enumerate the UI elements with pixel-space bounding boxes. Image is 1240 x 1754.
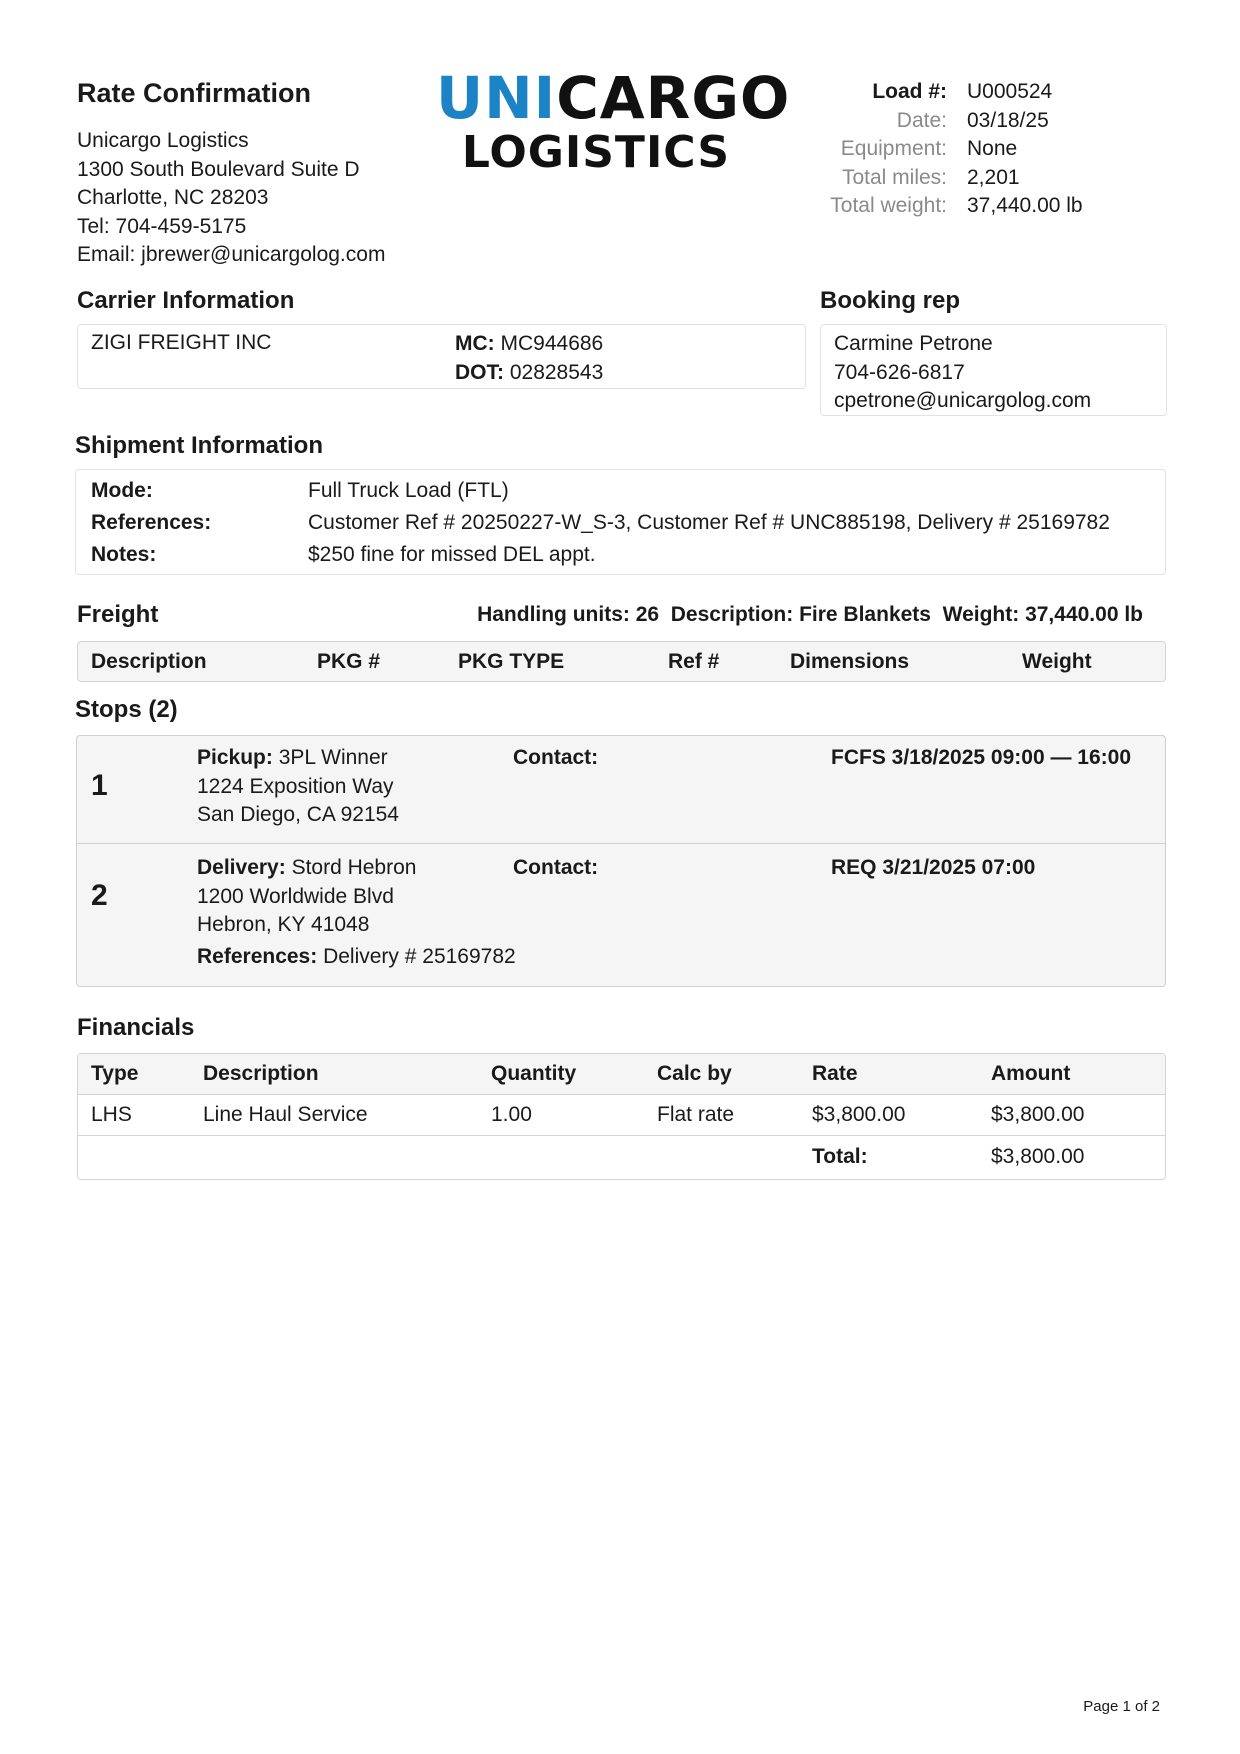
company-logo [436, 64, 791, 178]
freight-col-dimensions: Dimensions [790, 650, 910, 673]
meta-label: Date: [896, 108, 947, 132]
freight-heading: Freight [77, 601, 159, 628]
meta-row-date [800, 107, 1083, 136]
meta-value: U000524 [967, 80, 1053, 104]
stop-2-location [197, 854, 516, 971]
table-row [78, 1095, 1165, 1136]
meta-value: 2,201 [967, 165, 1020, 189]
stop-address-line2: San Diego, CA 92154 [197, 803, 399, 826]
fin-cell-quantity: 1.00 [491, 1103, 532, 1126]
stop-name: Stord Hebron [291, 856, 417, 879]
kv-key: Mode: [91, 479, 153, 502]
meta-row-weight [800, 192, 1083, 221]
financials-total-label: Total: [812, 1145, 868, 1168]
company-address-line2: Charlotte, NC 28203 [77, 186, 269, 209]
meta-label: Total weight: [830, 194, 947, 218]
dot-label: DOT: [455, 360, 504, 384]
kv-key: References: [91, 511, 212, 534]
fin-col-quantity: Quantity [491, 1062, 577, 1085]
company-tel: Tel: 704-459-5175 [77, 214, 247, 238]
freight-col-pkg-num: PKG # [317, 650, 381, 673]
booking-rep-box [820, 324, 1167, 416]
shipment-row-notes [91, 539, 1110, 571]
carrier-heading: Carrier Information [77, 287, 295, 314]
stop-name: 3PL Winner [278, 746, 388, 769]
freight-col-weight: Weight [1022, 650, 1092, 673]
booking-rep-heading: Booking rep [820, 287, 961, 314]
meta-value: 37,440.00 lb [967, 194, 1083, 218]
stops-heading: Stops (2) [75, 696, 178, 723]
company-block [77, 127, 385, 270]
kv-value: $250 fine for missed DEL appt. [308, 543, 596, 566]
shipment-row-mode [91, 475, 1110, 507]
freight-summary: Handling units: 26 Description: Fire Blankets Weight: 37,440.00 lb [477, 603, 1143, 626]
shipment-row-references [91, 507, 1110, 539]
stop-type-label: Delivery: [197, 856, 286, 879]
carrier-ids [455, 330, 603, 387]
fin-col-amount: Amount [991, 1062, 1071, 1085]
freight-table-header [77, 641, 1166, 682]
stop-address-line1: 1224 Exposition Way [197, 774, 394, 798]
financials-header-row [78, 1054, 1165, 1095]
rep-phone: 704-626-6817 [834, 360, 965, 384]
page-title: Rate Confirmation [77, 78, 312, 108]
dot-value: 02828543 [509, 360, 604, 384]
page-number: Page 1 of 2 [1083, 1698, 1160, 1715]
meta-value: None [967, 137, 1018, 161]
meta-row-load [800, 78, 1083, 107]
company-name: Unicargo Logistics [77, 129, 249, 152]
freight-col-pkg-type: PKG TYPE [458, 650, 565, 673]
fin-cell-description: Line Haul Service [203, 1103, 368, 1126]
fin-cell-rate: $3,800.00 [812, 1103, 906, 1126]
stop-references-label: References: [197, 944, 318, 968]
company-email: Email: jbrewer@unicargolog.com [77, 243, 386, 266]
stop-divider [77, 843, 1165, 844]
stops-list [76, 735, 1166, 987]
stop-type-label: Pickup: [197, 746, 273, 769]
mc-label: MC: [455, 332, 495, 355]
load-meta [800, 78, 1083, 221]
logo-logistics: LOGISTICS [461, 127, 731, 178]
meta-value: 03/18/25 [967, 108, 1049, 132]
logo-part-cargo: CARGO [556, 64, 791, 132]
meta-row-miles [800, 164, 1083, 193]
meta-label: Equipment: [840, 137, 947, 161]
mc-value: MC944686 [500, 332, 604, 355]
freight-col-ref: Ref # [668, 650, 720, 673]
fin-col-type: Type [91, 1062, 139, 1085]
carrier-name: ZIGI FREIGHT INC [91, 331, 272, 354]
shipment-box [75, 469, 1166, 575]
shipment-heading: Shipment Information [75, 432, 323, 459]
kv-value: Full Truck Load (FTL) [308, 479, 509, 502]
stop-time: REQ 3/21/2025 07:00 [831, 856, 1036, 879]
stop-number: 2 [91, 879, 108, 912]
fin-col-description: Description [203, 1062, 319, 1085]
stop-time: FCFS 3/18/2025 09:00 — 16:00 [831, 746, 1132, 769]
rep-name: Carmine Petrone [834, 332, 993, 355]
kv-value: Customer Ref # 20250227-W_S-3, Customer Ref # UNC885198, Delivery # 25169782 [308, 511, 1110, 534]
logo-part-uni: UNI [436, 64, 557, 132]
freight-col-description: Description [91, 650, 207, 673]
stop-address-line2: Hebron, KY 41048 [197, 913, 370, 936]
meta-row-equipment [800, 135, 1083, 164]
fin-cell-amount: $3,800.00 [991, 1103, 1085, 1126]
financials-table [77, 1053, 1166, 1180]
stop-1-location [197, 744, 399, 830]
meta-label: Total miles: [841, 165, 947, 189]
carrier-box [77, 324, 806, 389]
fin-cell-calc-by: Flat rate [657, 1103, 735, 1126]
fin-col-calc-by: Calc by [657, 1062, 732, 1085]
meta-label: Load #: [872, 80, 947, 104]
kv-key: Notes: [91, 543, 157, 566]
fin-col-rate: Rate [812, 1062, 858, 1085]
stop-address-line1: 1200 Worldwide Blvd [197, 884, 394, 908]
financials-total-value: $3,800.00 [991, 1145, 1085, 1168]
company-address-line1: 1300 South Boulevard Suite D [77, 157, 360, 181]
stop-contact-label: Contact: [513, 746, 599, 769]
financials-heading: Financials [77, 1014, 195, 1041]
rep-email: cpetrone@unicargolog.com [834, 389, 1092, 412]
stop-contact-label: Contact: [513, 856, 599, 879]
fin-cell-type: LHS [91, 1103, 132, 1126]
stop-number: 1 [91, 769, 108, 802]
stop-references-value: Delivery # 25169782 [323, 944, 516, 968]
